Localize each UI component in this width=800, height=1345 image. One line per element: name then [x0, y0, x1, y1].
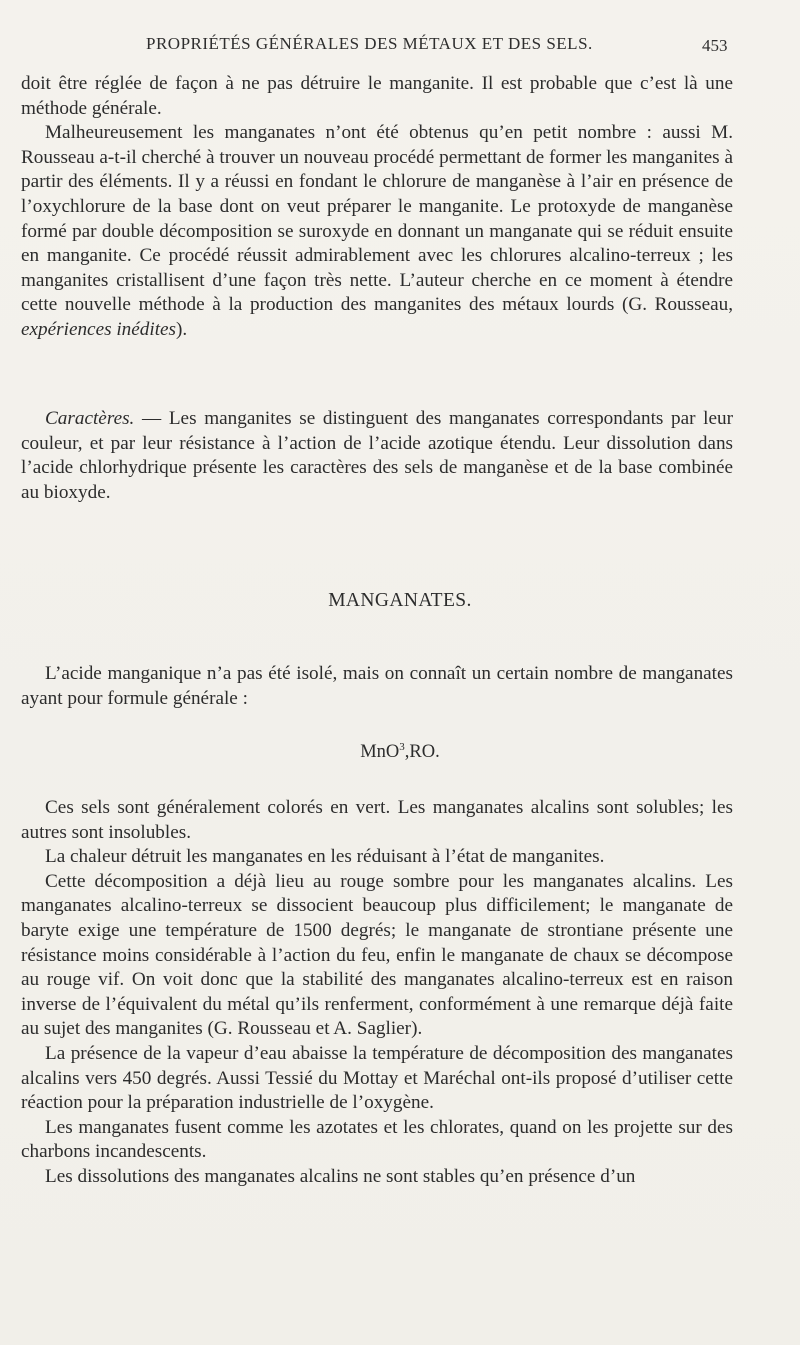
paragraph-text: — Les manganites se distinguent des manganates correspondants par leur couleur, et par leur résistance à l’action de l’acide azotique étendu. Leur dissolution dans l’acide chlorhydrique présente les caractères des sels de manganèse et de la base combinée au bioxyde.	[21, 408, 733, 503]
italic-citation: expériences inédites	[21, 318, 177, 340]
paragraph-acide-manganique: L’acide manganique n’a pas été isolé, mais on connaît un certain nombre de manganates ayant pour formule générale :	[21, 663, 733, 709]
paragraph: Les manganates fusent comme les azotates et les chlorates, quand on les projette sur des charbons incandescents.	[21, 1116, 733, 1163]
section-title: MANGANATES.	[328, 590, 472, 611]
paragraph: La présence de la vapeur d’eau abaisse la température de décomposition des manganates alcalins vers 450 degrés. Aussi Tessié du Mottay et Maréchal ont-ils proposé d’utiliser cette réaction pour la préparation industrielle de l’oxygène.	[21, 1042, 733, 1114]
paragraph-rousseau-method	[21, 121, 733, 342]
paragraph-continued: doit être réglée de façon à ne pas détruire le manganite. Il est probable que c’est là une méthode générale.	[21, 73, 733, 119]
paragraph-text: Malheureusement les manganates n’ont été obtenus qu’en petit nombre : aussi M. Rousseau a-t-il cherché à trouver un nouveau procédé permettant de former les manganites à partir des éléments. Il y a réussi en fondant le chlorure de manganèse à l’air en présence de l’oxychlorure de la base dont on veut préparer le manganite. Le protoxyde de manganèse formé par double décomposition se suroxyde en donnant un manganate qui se réduit ensuite en manganite. Ce procédé réussit admirablement avec les chlorures alcalino-terreux ; les manganites cristallisent d’une façon très nette. L’auteur cherche en ce moment à étendre cette nouvelle méthode à la production des manganites des métaux lourds (G. Rousseau,	[21, 122, 733, 316]
page-number: 453	[702, 36, 728, 55]
paragraph: Les dissolutions des manganates alcalins ne sont stables qu’en présence d’un	[45, 1165, 636, 1187]
paragraph: La chaleur détruit les manganates en les réduisant à l’état de manganites.	[45, 846, 605, 868]
paragraph: Ces sels sont généralement colorés en vert. Les manganates alcalins sont solubles; les autres sont insolubles.	[21, 797, 733, 843]
chemical-formula	[0, 741, 800, 763]
text-block-continuation	[21, 72, 733, 343]
text-block-caracteres	[21, 407, 733, 505]
text-block-intro	[21, 662, 733, 711]
formula-rest: ,RO.	[404, 742, 440, 763]
running-title: PROPRIÉTÉS GÉNÉRALES DES MÉTAUX ET DES SELS.	[146, 34, 593, 53]
paragraph-end: ).	[176, 318, 188, 340]
paragraph-heading: Caractères.	[45, 408, 135, 429]
running-header	[0, 34, 800, 64]
formula-base: MnO	[360, 742, 400, 763]
text-block-manganates	[21, 796, 733, 1190]
paragraph-caracteres	[21, 407, 733, 505]
paragraph: Cette décomposition a déjà lieu au rouge sombre pour les manganates alcalins. Les manganates alcalino-terreux se dissocient beaucoup plus difficilement; le manganate de baryte exige une température de 1500 degrés; le manganate de strontiane présente une résistance moins considérable à l’action du feu, enfin le manganate de chaux se décompose au rouge vif. On voit donc que la stabilité des manganates alcalino-terreux est en raison inverse de l’équivalent du métal qu’ils renferment, conformément à une remarque déjà faite au sujet des manganites (G. Rousseau et A. Saglier).	[21, 870, 733, 1040]
formula-superscript: 3	[399, 741, 405, 753]
